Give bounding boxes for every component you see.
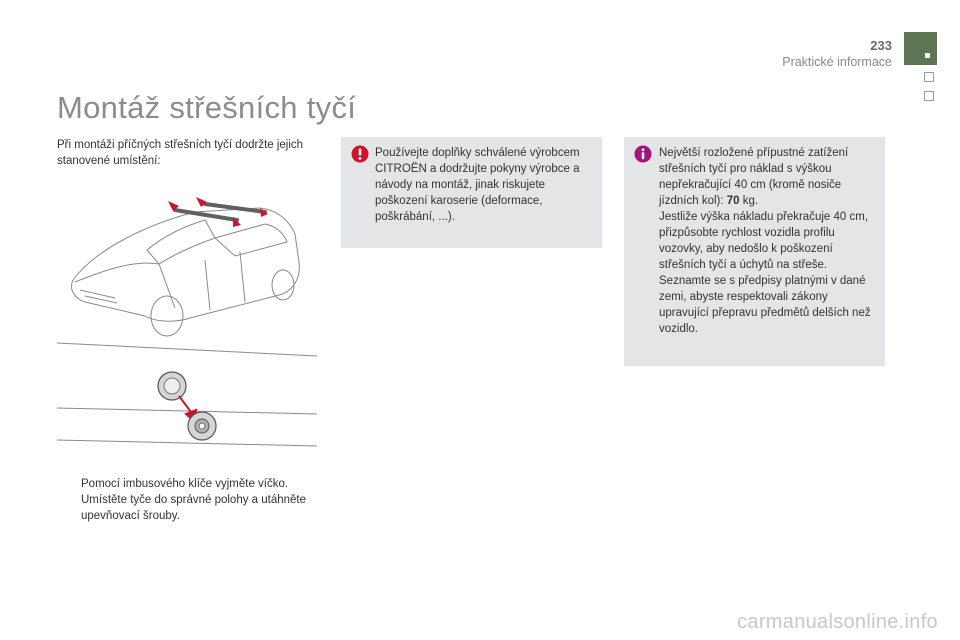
load-value: 70: [726, 195, 740, 207]
list-item-text: Umístěte tyče do správné polohy a utáhněte upevňovací šrouby.: [81, 494, 307, 522]
list-item: [57, 492, 317, 524]
car-door-line: [205, 252, 245, 310]
watermark-logo[interactable]: carmanualsonline.info: [737, 611, 938, 633]
info-text-speed: Jestliže výška nákladu překračuje 40 cm, přizpůsobte rychlost vozidla profilu vozovky, aby nedošlo k poškození střešních tyčí a úchytů na střeše.: [659, 211, 869, 271]
instruction-list: [57, 476, 317, 524]
car-rear-wheel: [272, 270, 294, 300]
info-text-regulations: Seznamte se s předpisy platnými v dané zemi, abyste respektovali zákony upravující přepravu předmětů delších než vozidlo.: [659, 275, 871, 335]
chapter-tab-empty-2[interactable]: [924, 91, 934, 101]
car-side-windows: [215, 224, 287, 256]
info-panel: [624, 137, 885, 366]
intro-text: Při montáži příčných střešních tyčí dodržte jejich stanovené umístění:: [57, 139, 304, 167]
info-icon: [634, 145, 652, 163]
car-grille: [80, 290, 117, 303]
page-number: 233: [870, 38, 892, 53]
chapter-tab[interactable]: [904, 32, 937, 65]
car-front-wheel: [151, 296, 183, 336]
car-windshield: [147, 220, 215, 264]
list-item: [57, 476, 317, 492]
section-title: Praktické informace: [782, 55, 892, 69]
info-text-lead: Největší rozložené přípustné zatížení střešních tyčí pro náklad s výškou nepřekračující 40 cm (kromě nosiče jízdních kol):: [659, 147, 849, 207]
car-body-outline: [72, 208, 300, 321]
roof-bars-illustration: [55, 190, 320, 455]
page-title: Montáž střešních tyčí: [57, 90, 357, 125]
warning-panel: [341, 137, 602, 248]
warning-text: Používejte doplňky schválené výrobcem CITROËN a dodržujte pokyny výrobce a návody na montáž, jinak riskujete poškození karoserie (deformace, poškrábání, ...).: [375, 147, 580, 223]
car-hood: [75, 263, 175, 308]
load-unit: kg.: [739, 195, 759, 207]
chapter-tab-empty-1[interactable]: [924, 72, 934, 82]
separator-line-3: [57, 440, 317, 446]
warning-icon: [351, 145, 369, 163]
list-item-text: Pomocí imbusového klíče vyjměte víčko.: [81, 478, 289, 490]
info-text: [659, 145, 875, 209]
separator-line-1: [57, 343, 317, 356]
tab-marker: [925, 53, 930, 58]
